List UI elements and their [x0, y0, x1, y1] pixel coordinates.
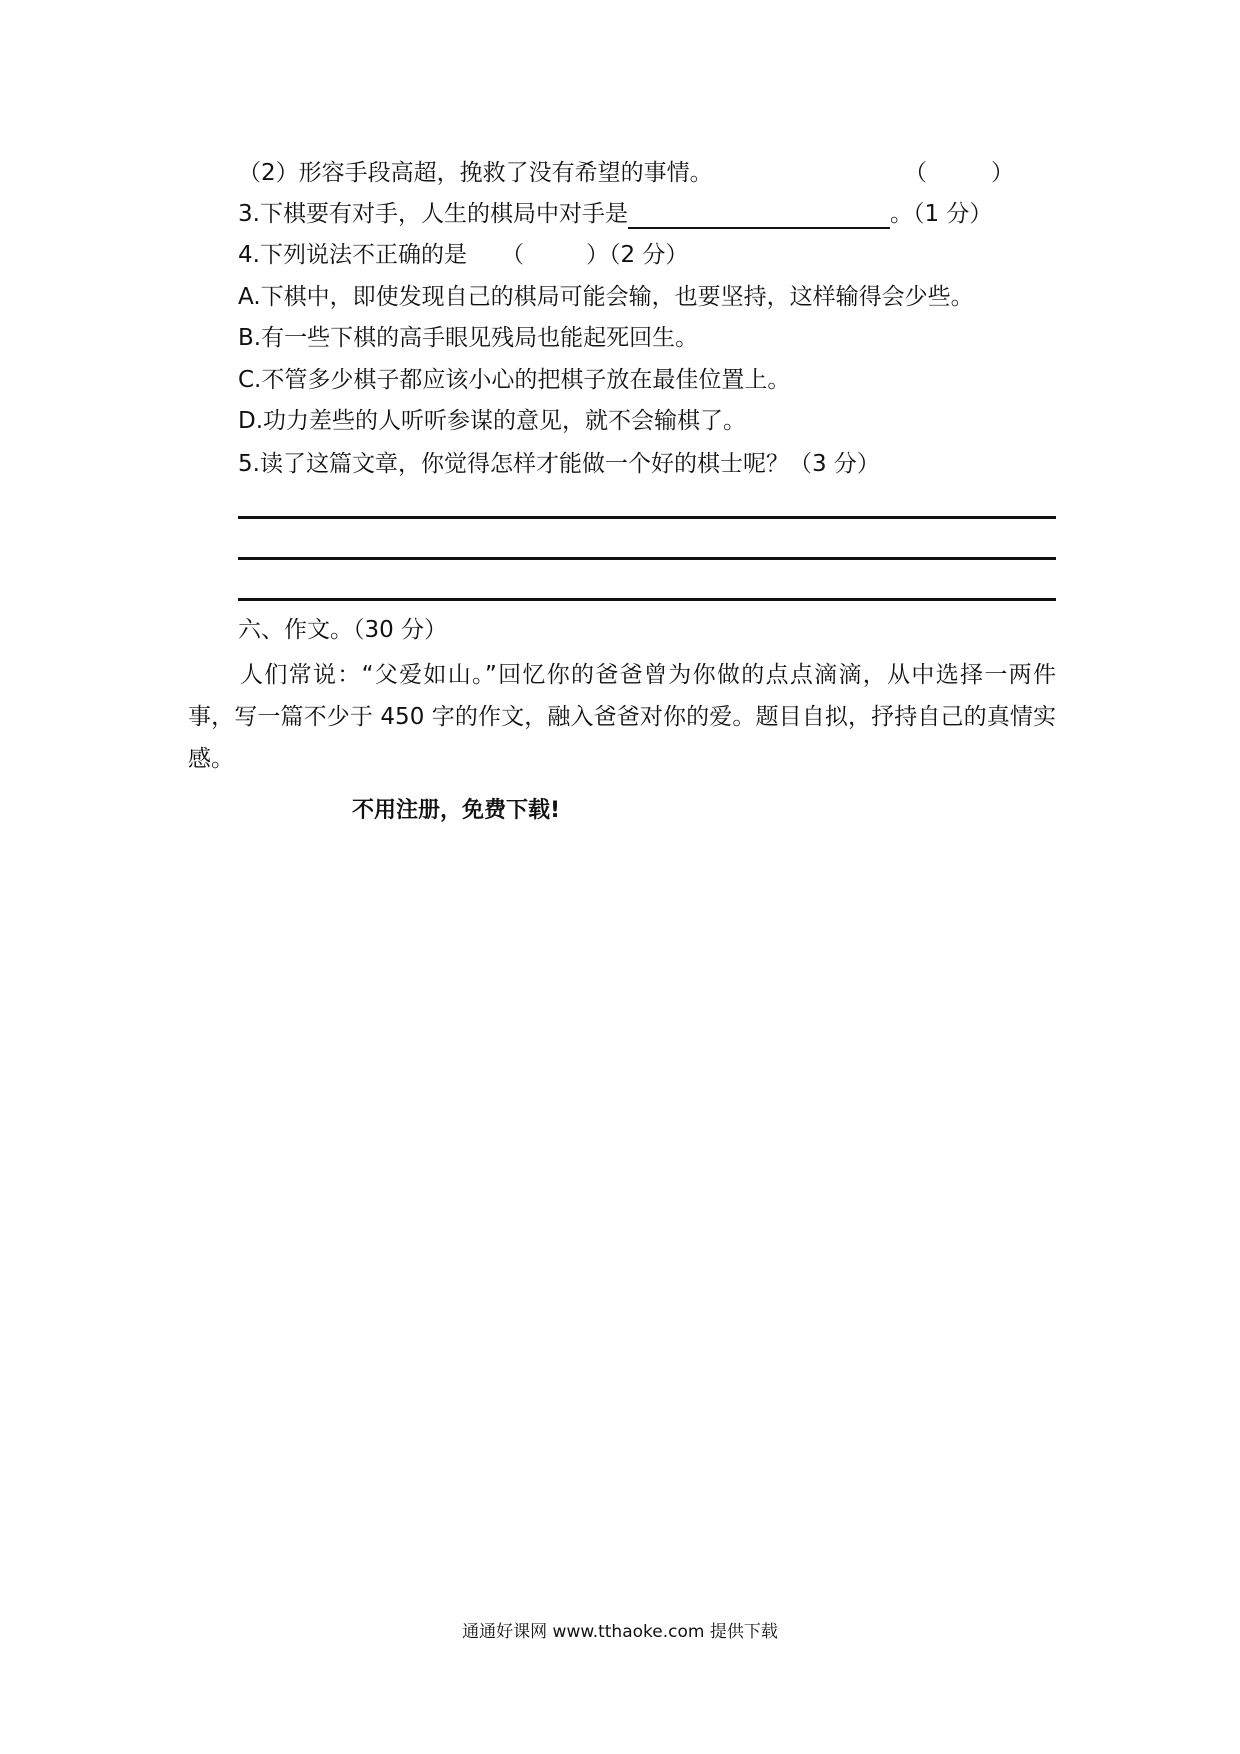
q5-answer-line-1[interactable]: [238, 516, 1056, 519]
q4-text: 4.下列说法不正确的是: [238, 242, 467, 268]
page-footer: 通通好课网 www.tthaoke.com 提供下载: [462, 1622, 778, 1642]
q5-line: [238, 449, 880, 479]
essay-heading: 六、作文。（30 分）: [238, 617, 448, 643]
q4-option-d: D.功力差些的人听听参谋的意见，就不会输棋了。: [238, 408, 747, 434]
q4-option-b: B.有一些下棋的高手眼见残局也能起死回生。: [238, 325, 699, 351]
q3-answer-blank[interactable]: [628, 205, 890, 229]
promo-text: 不用注册，免费下载!: [352, 798, 561, 823]
q5-text: 5.读了这篇文章，你觉得怎样才能做一个好的棋士呢？（3 分）: [238, 451, 880, 477]
q5-answer-line-2[interactable]: [238, 557, 1056, 560]
q2-2-paren-open: （: [904, 160, 927, 186]
q3-line: [238, 199, 992, 229]
q2-2-paren-close: ）: [991, 160, 1014, 186]
q5-answer-line-3[interactable]: [238, 598, 1056, 601]
q3-text: 3.下棋要有对手，人生的棋局中对手是: [238, 201, 628, 227]
q4-paren-open: （: [500, 242, 524, 268]
q4-option-c: C.不管多少棋子都应该小心的把棋子放在最佳位置上。: [238, 367, 791, 393]
q4-option-a: A.下棋中，即使发现自己的棋局可能会输，也要坚持，这样输得会少些。: [238, 284, 974, 310]
q4-paren-close: ）（2 分）: [585, 242, 689, 268]
q2-2-answer-parens: [904, 158, 1014, 188]
q2-2-text: （2）形容手段高超，挽救了没有希望的事情。: [238, 160, 713, 186]
q4-line: [238, 240, 688, 270]
q3-score: 。（1 分）: [889, 201, 993, 227]
essay-prompt: 人们常说：“父爱如山。”回忆你的爸爸曾为你做的点点滴滴，从中选择一两件事，写一篇不少于 450 字的作文，融入爸爸对你的爱。题目自拟，抒持自己的真情实感。: [188, 662, 1056, 772]
q2-2-line: [238, 158, 713, 188]
